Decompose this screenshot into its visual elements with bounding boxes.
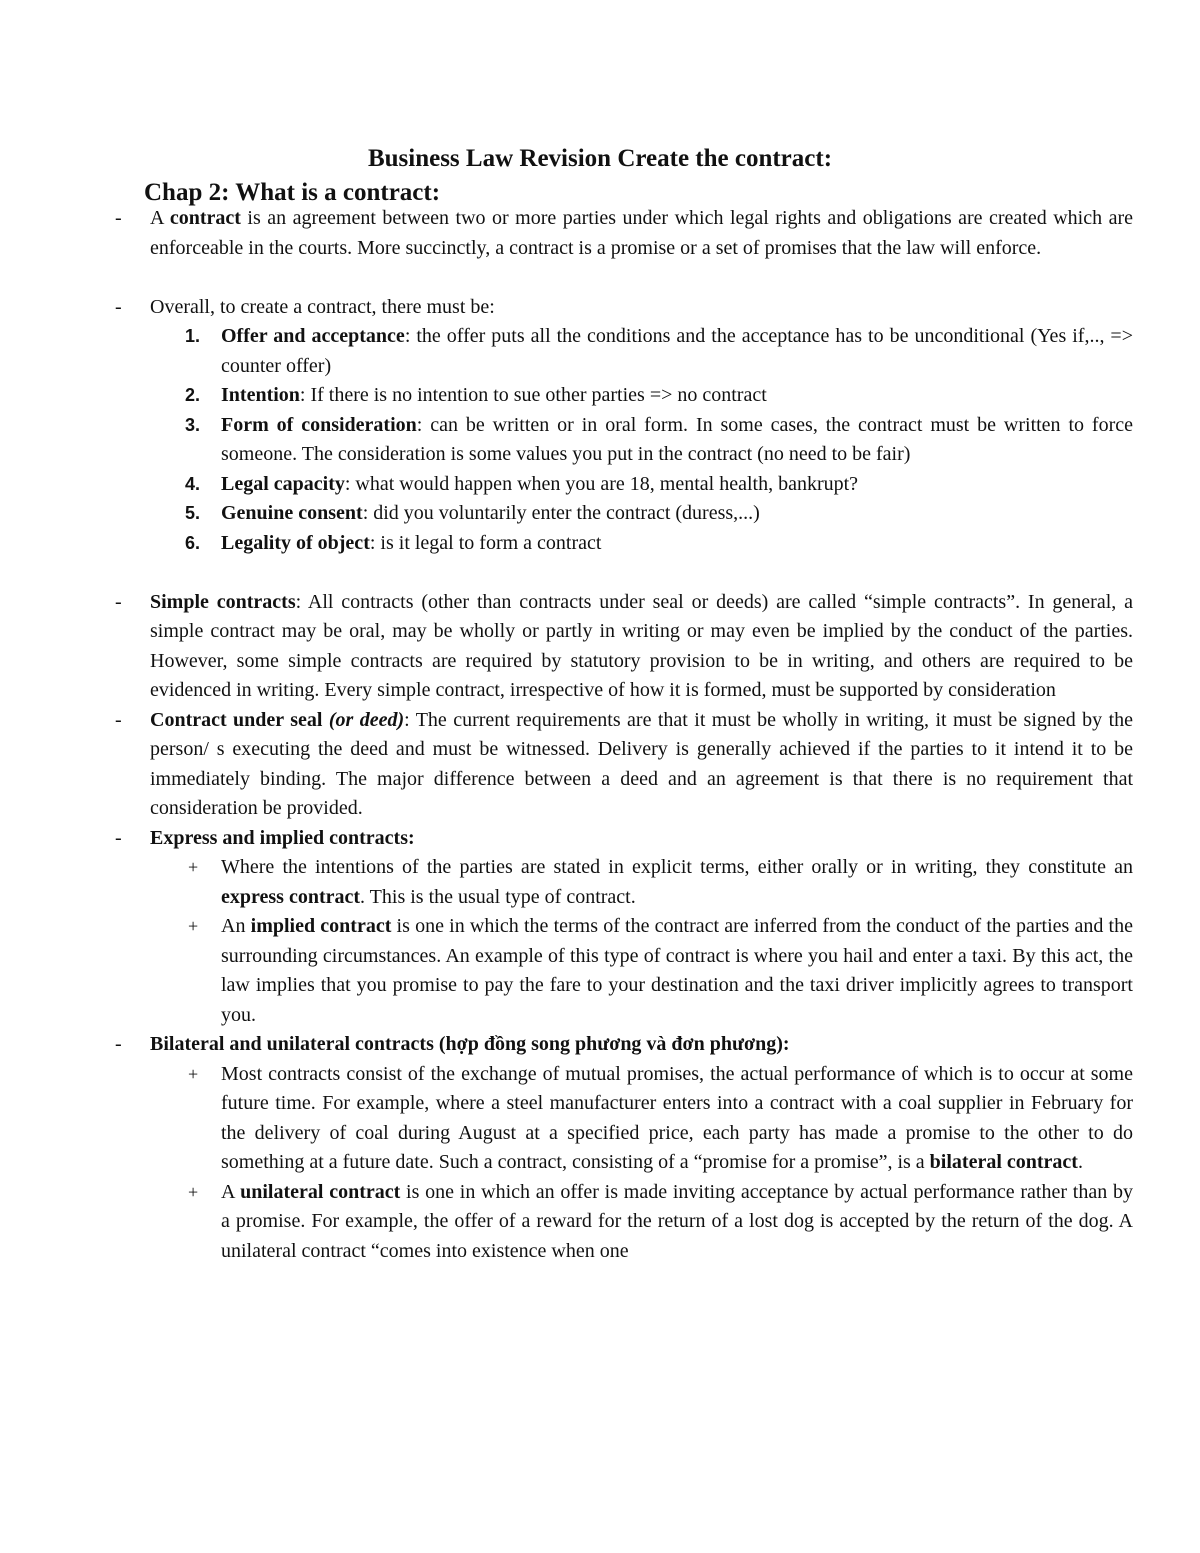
simple-contracts-term: Simple contracts <box>150 590 296 613</box>
seal-term-italic: (or deed) <box>328 708 405 731</box>
bilateral-item-post: . <box>1077 1151 1083 1173</box>
definition-pre: A <box>150 207 170 229</box>
contract-under-seal-paragraph <box>115 706 1134 824</box>
definition-term: contract <box>169 207 241 229</box>
bilateral-unilateral-term: Bilateral and unilateral contracts (hợp đồng song phương và đơn phương) <box>150 1033 783 1055</box>
overall-intro <box>115 293 1133 323</box>
unilateral-item <box>188 1178 1133 1267</box>
unilateral-item-term: unilateral contract <box>240 1180 401 1203</box>
implied-item <box>188 912 1133 1030</box>
plus-marker: + <box>188 916 199 936</box>
list-text: : what would happen when you are 18, mental health, bankrupt? <box>344 472 859 495</box>
simple-contracts-text: : All contracts (other than contracts under seal or deeds) are called “simple contracts”. In general, a simple contract may be oral, may be wholly or partly in writing or may even be implied by the conduct of the parties. However, some simple contracts are required by statutory provision to be in writing, and others are required to be evidenced in writing. Every simple contract, irrespective of how it is formed, must be supported by consideration <box>150 590 1133 701</box>
list-text: : is it legal to form a contract <box>369 531 602 554</box>
unilateral-item-pre: A <box>221 1180 241 1203</box>
bilateral-item <box>188 1060 1133 1178</box>
list-item <box>185 529 1133 559</box>
document-title: Business Law Revision Create the contract: <box>367 145 833 172</box>
dash-marker: - <box>115 708 122 731</box>
simple-contracts-paragraph <box>115 588 1133 706</box>
list-term: Intention <box>221 384 300 406</box>
list-item <box>185 470 1133 500</box>
list-item <box>185 322 1133 381</box>
express-implied-heading <box>115 824 1133 854</box>
list-term: Form of consideration <box>221 413 417 436</box>
implied-item-pre: An <box>221 915 251 937</box>
express-implied-term: Express and implied contracts <box>150 826 408 849</box>
list-item <box>185 411 1133 470</box>
list-term: Genuine consent <box>221 502 363 524</box>
bilateral-item-term: bilateral contract <box>929 1151 1078 1173</box>
dash-marker: - <box>115 826 122 849</box>
list-item <box>185 381 1133 411</box>
dash-marker: - <box>115 1033 122 1055</box>
bilateral-item-pre: Most contracts consist of the exchange of mutual promises, the actual performance of which is to occur at some future time. For example, where a steel manufacturer enters into a contract with a coal supplier in February for the delivery of coal during August at a specified price, each party has made a promise to the other to do something at a future date. Such a contract, consisting of a “promise for a promise”, is a <box>221 1062 1133 1173</box>
bilateral-unilateral-heading <box>115 1030 1133 1060</box>
seal-text: : The current requirements are that it must be wholly in writing, it must be signed by the person/ s executing the deed and must be witnessed. Delivery is generally achieved if the parties to it intend it to be immediately binding. The major difference between a deed and an agreement is that there is no requirement that consideration be provided. <box>150 708 1134 819</box>
spacer <box>0 558 1200 588</box>
dash-marker: - <box>115 207 122 229</box>
list-number: 5. <box>185 503 201 523</box>
plus-marker: + <box>188 1181 199 1202</box>
document-body <box>0 204 1200 1266</box>
spacer <box>0 263 1200 293</box>
list-number: 3. <box>185 414 201 435</box>
list-term: Legal capacity <box>221 472 345 495</box>
express-item <box>188 853 1133 912</box>
dash-marker: - <box>115 295 122 318</box>
dash-marker: - <box>115 590 122 613</box>
list-item <box>185 499 1133 529</box>
implied-item-post: is one in which the terms of the contract are inferred from the conduct of the parties and the surrounding circumstances. An example of this type of contract is where you hail and enter a taxi. By this act, the law implies that you promise to pay the fare to your destination and the taxi driver implicitly agrees to transport you. <box>221 915 1133 1026</box>
list-term: Legality of object <box>221 531 370 554</box>
express-implied-colon: : <box>407 826 415 849</box>
overall-intro-text: Overall, to create a contract, there must be: <box>150 295 495 318</box>
express-item-pre: Where the intentions of the parties are stated in explicit terms, either orally or in writing, they constitute an <box>221 856 1133 878</box>
definition-paragraph <box>115 204 1133 263</box>
list-number: 1. <box>185 326 201 346</box>
plus-marker: + <box>188 857 199 877</box>
list-number: 4. <box>185 473 201 494</box>
definition-text: is an agreement between two or more parties under which legal rights and obligations are created which are enforceable in the courts. More succinctly, a contract is a promise or a set of promises that the law will enforce. <box>150 207 1133 259</box>
express-item-term: express contract <box>221 885 361 908</box>
list-text: : can be written or in oral form. In some cases, the contract must be written to force someone. The consideration is some values you put in the contract (no need to be fair) <box>221 413 1133 465</box>
list-term: Offer and acceptance <box>221 325 405 347</box>
seal-term: Contract under seal <box>150 708 329 731</box>
list-text: : the offer puts all the conditions and the acceptance has to be unconditional (Yes if,.., => counter offer) <box>221 325 1133 377</box>
bilateral-unilateral-colon: : <box>782 1033 790 1055</box>
plus-marker: + <box>188 1063 199 1084</box>
implied-item-term: implied contract <box>250 915 392 937</box>
list-text: : did you voluntarily enter the contract (duress,...) <box>362 502 760 524</box>
express-item-post: . This is the usual type of contract. <box>360 885 636 908</box>
list-text: : If there is no intention to sue other parties => no contract <box>299 384 767 406</box>
chapter-heading: Chap 2: What is a contract: <box>144 179 441 206</box>
unilateral-item-post: is one in which an offer is made inviting acceptance by actual performance rather than by a promise. For example, the offer of a reward for the return of a lost dog is accepted by the return of the dog. A unilateral contract “comes into existence when one <box>221 1180 1133 1262</box>
list-number: 2. <box>185 385 201 405</box>
list-number: 6. <box>185 532 201 553</box>
